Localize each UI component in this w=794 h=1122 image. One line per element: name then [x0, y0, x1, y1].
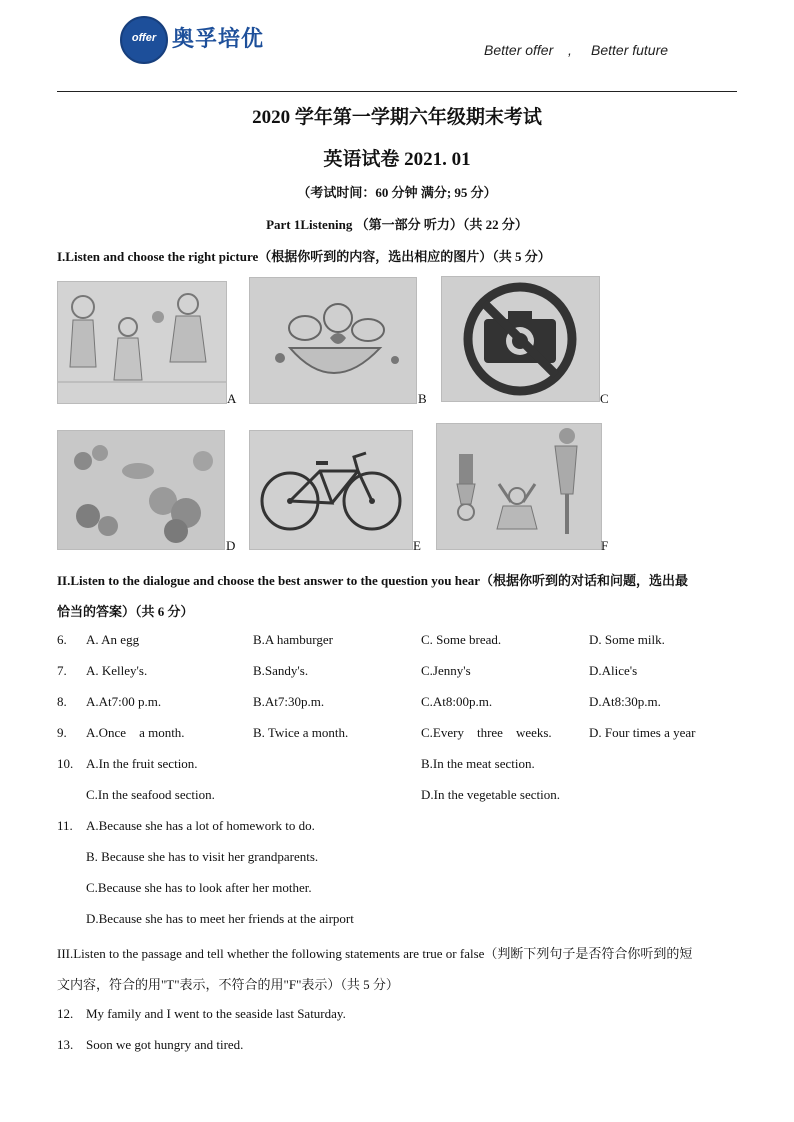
logo-badge: [120, 16, 168, 64]
section3-heading-line2: 文内容，符合的用"T"表示，不符合的用"F"表示）（共 5 分）: [57, 977, 399, 992]
no-camera-sign-picture: [441, 276, 600, 402]
question-8-option-c: C.At8:00p.m.: [421, 694, 493, 709]
exam-subtitle: 英语试卷 2021. 01: [323, 149, 471, 170]
question-12-number: 12.: [57, 1006, 74, 1021]
part-heading: Part 1Listening （第一部分 听力）（共 22 分）: [266, 217, 528, 232]
question-10-number: 10.: [57, 756, 74, 771]
picture-label-c: C: [600, 391, 609, 406]
question-10-option-c: C.In the seafood section.: [86, 787, 215, 802]
logo-badge-text: offer: [131, 32, 157, 44]
question-13-number: 13.: [57, 1037, 74, 1052]
children-playing-picture: [57, 281, 227, 404]
question-7-option-c: C.Jenny's: [421, 663, 471, 678]
question-7-option-a: A. Kelley's.: [86, 663, 148, 678]
question-7-option-b: B.Sandy's.: [253, 663, 309, 678]
exam-info: （考试时间：60 分钟 满分; 95 分）: [297, 185, 497, 200]
question-6-number: 6.: [57, 632, 67, 647]
question-11-number: 11.: [57, 818, 73, 833]
question-9-option-c: C.Every three weeks.: [421, 725, 552, 740]
question-10-option-b: B.In the meat section.: [421, 756, 535, 771]
section3-heading-line1: III.Listen to the passage and tell whether the following statements are true or false（判断下列句子是否符合你听到的短: [57, 946, 693, 961]
slogan-right: Better future: [591, 42, 669, 58]
section2-heading-line2: 恰当的答案）（共 6 分）: [57, 604, 194, 619]
question-11-option-d: D.Because she has to meet her friends at the airport: [86, 911, 354, 926]
slogan-separator: ,: [568, 42, 572, 58]
question-10-option-d: D.In the vegetable section.: [421, 787, 560, 802]
question-6-option-c: C. Some bread.: [421, 632, 502, 647]
question-7-number: 7.: [57, 663, 67, 678]
question-8-option-a: A.At7:00 p.m.: [86, 694, 162, 709]
picture-label-d: D: [226, 538, 236, 553]
picture-label-a: A: [227, 391, 237, 406]
section1-heading: I.Listen and choose the right picture（根据你听到的内容，选出相应的图片）（共 5 分）: [57, 249, 551, 264]
yoga-exercise-picture: [436, 423, 602, 550]
question-8-number: 8.: [57, 694, 67, 709]
section2-heading-line1: II.Listen to the dialogue and choose the best answer to the question you hear（根据你听到的对话和问题，选出最: [57, 573, 689, 588]
header-divider: [57, 91, 737, 92]
question-9-option-a: A.Once a month.: [86, 725, 185, 740]
question-6-option-b: B.A hamburger: [253, 632, 333, 647]
question-8-option-b: B.At7:30p.m.: [253, 694, 325, 709]
question-10-option-a: A.In the fruit section.: [86, 756, 198, 771]
question-12-text: My family and I went to the seaside last Saturday.: [86, 1006, 346, 1021]
flower-basket-picture: [249, 277, 417, 404]
question-9-number: 9.: [57, 725, 67, 740]
question-7-option-d: D.Alice's: [589, 663, 638, 678]
question-9-option-d: D. Four times a year: [589, 725, 696, 740]
bicycle-picture: [249, 430, 413, 550]
question-11-option-a: A.Because she has a lot of homework to do.: [86, 818, 315, 833]
fruit-vegetables-picture: [57, 430, 225, 550]
question-9-option-b: B. Twice a month.: [253, 725, 349, 740]
question-11-option-c: C.Because she has to look after her mother.: [86, 880, 312, 895]
question-11-option-b: B. Because she has to visit her grandparents.: [86, 849, 319, 864]
question-13-text: Soon we got hungry and tired.: [86, 1037, 244, 1052]
question-8-option-d: D.At8:30p.m.: [589, 694, 661, 709]
slogan-left: Better offer: [484, 42, 554, 58]
picture-label-f: F: [601, 538, 609, 553]
picture-label-e: E: [413, 538, 421, 553]
question-6-option-d: D. Some milk.: [589, 632, 665, 647]
brand-logo-text: 奥孚培优: [172, 27, 265, 52]
question-6-option-a: A. An egg: [86, 632, 140, 647]
picture-label-b: B: [418, 391, 427, 406]
exam-title: 2020 学年第一学期六年级期末考试: [252, 107, 542, 128]
